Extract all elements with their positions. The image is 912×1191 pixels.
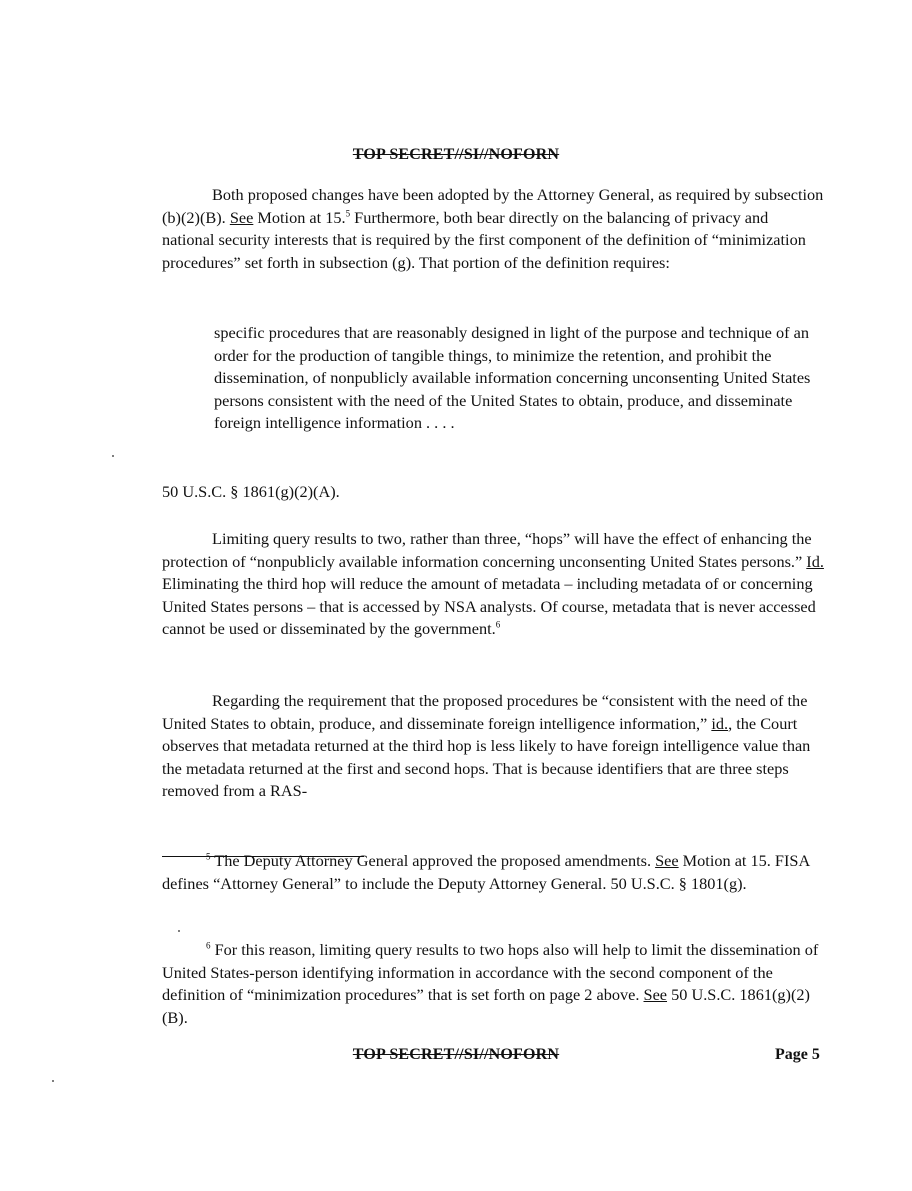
p1-see: See <box>229 207 254 227</box>
p2-text-a: Limiting query results to two, rather than three, “hops” will have the effect of enhancing the protection of “nonpublicly available information concerning unconsenting United States persons.” <box>162 529 812 571</box>
footnote-ref-5: 5 <box>345 208 351 219</box>
classification-footer: TOP SECRET//SI//NOFORN <box>352 1046 560 1063</box>
scan-speck <box>112 455 114 457</box>
p2-id: Id. <box>806 551 824 571</box>
footnote-ref-6: 6 <box>495 619 501 630</box>
p3-text-a: Regarding the requirement that the proposed procedures be “consistent with the need of the United States to obtain, produce, and disseminate foreign intelligence information,” <box>162 691 808 733</box>
statute-citation: 50 U.S.C. § 1861(g)(2)(A). <box>162 482 340 501</box>
paragraph-1 <box>162 184 824 274</box>
p2-text-b: Eliminating the third hop will reduce the amount of metadata – including metadata of or concerning United States persons – that is accessed by NSA analysts. Of course, metadata that is never accessed cannot be used or disseminated by the government. <box>162 574 816 639</box>
scan-speck <box>52 1080 54 1082</box>
block-quote: specific procedures that are reasonably designed in light of the purpose and technique of an order for the production of tangible things, to minimize the retention, and prohibit the dissemination, of nonpublicly available information concerning unconsenting United States persons consistent with the need of the United States to obtain, produce, and disseminate foreign intelligence information . . . . <box>214 323 811 433</box>
scan-speck <box>178 930 180 932</box>
footnote-6-number: 6 <box>206 940 211 951</box>
p3-text-b: , the Court observes that metadata returned at the third hop is less likely to have foreign intelligence value than the metadata returned at the first and second hops. That is because identifiers that are three steps removed from a RAS- <box>162 713 811 801</box>
p3-id: id. <box>711 713 729 733</box>
fn5-see: See <box>655 851 679 870</box>
fn5-text-a: The Deputy Attorney General approved the proposed amendments. <box>210 851 656 870</box>
footnote-5 <box>162 850 824 895</box>
p1-text-c: Furthermore, both bear directly on the balancing of privacy and national security interests that is required by the first component of the definition of “minimization procedures” set forth in subsection (g). That portion of the definition requires: <box>162 207 806 272</box>
p1-text-b: Motion at 15. <box>253 207 346 227</box>
page-number: Page 5 <box>775 1046 820 1063</box>
fn5-text-b: Motion at 15. FISA defines “Attorney General” to include the Deputy Attorney General. 50 U.S.C. § 1801(g). <box>162 851 810 893</box>
fn6-text-b: 50 U.S.C. 1861(g)(2)(B). <box>162 985 810 1027</box>
footnote-5-number: 5 <box>206 851 211 862</box>
classification-header: TOP SECRET//SI//NOFORN <box>352 146 560 163</box>
paragraph-3 <box>162 690 824 803</box>
paragraph-2 <box>162 528 824 641</box>
footnote-6 <box>162 939 824 1029</box>
fn6-text-a: For this reason, limiting query results to two hops also will help to limit the dissemination of United States-person identifying information in accordance with the second component of the definition of “minimization procedures” that is set forth on page 2 above. <box>162 940 819 1005</box>
p1-text-a: Both proposed changes have been adopted by the Attorney General, as required by subsection (b)(2)(B). <box>162 185 824 227</box>
fn6-see: See <box>643 985 668 1005</box>
